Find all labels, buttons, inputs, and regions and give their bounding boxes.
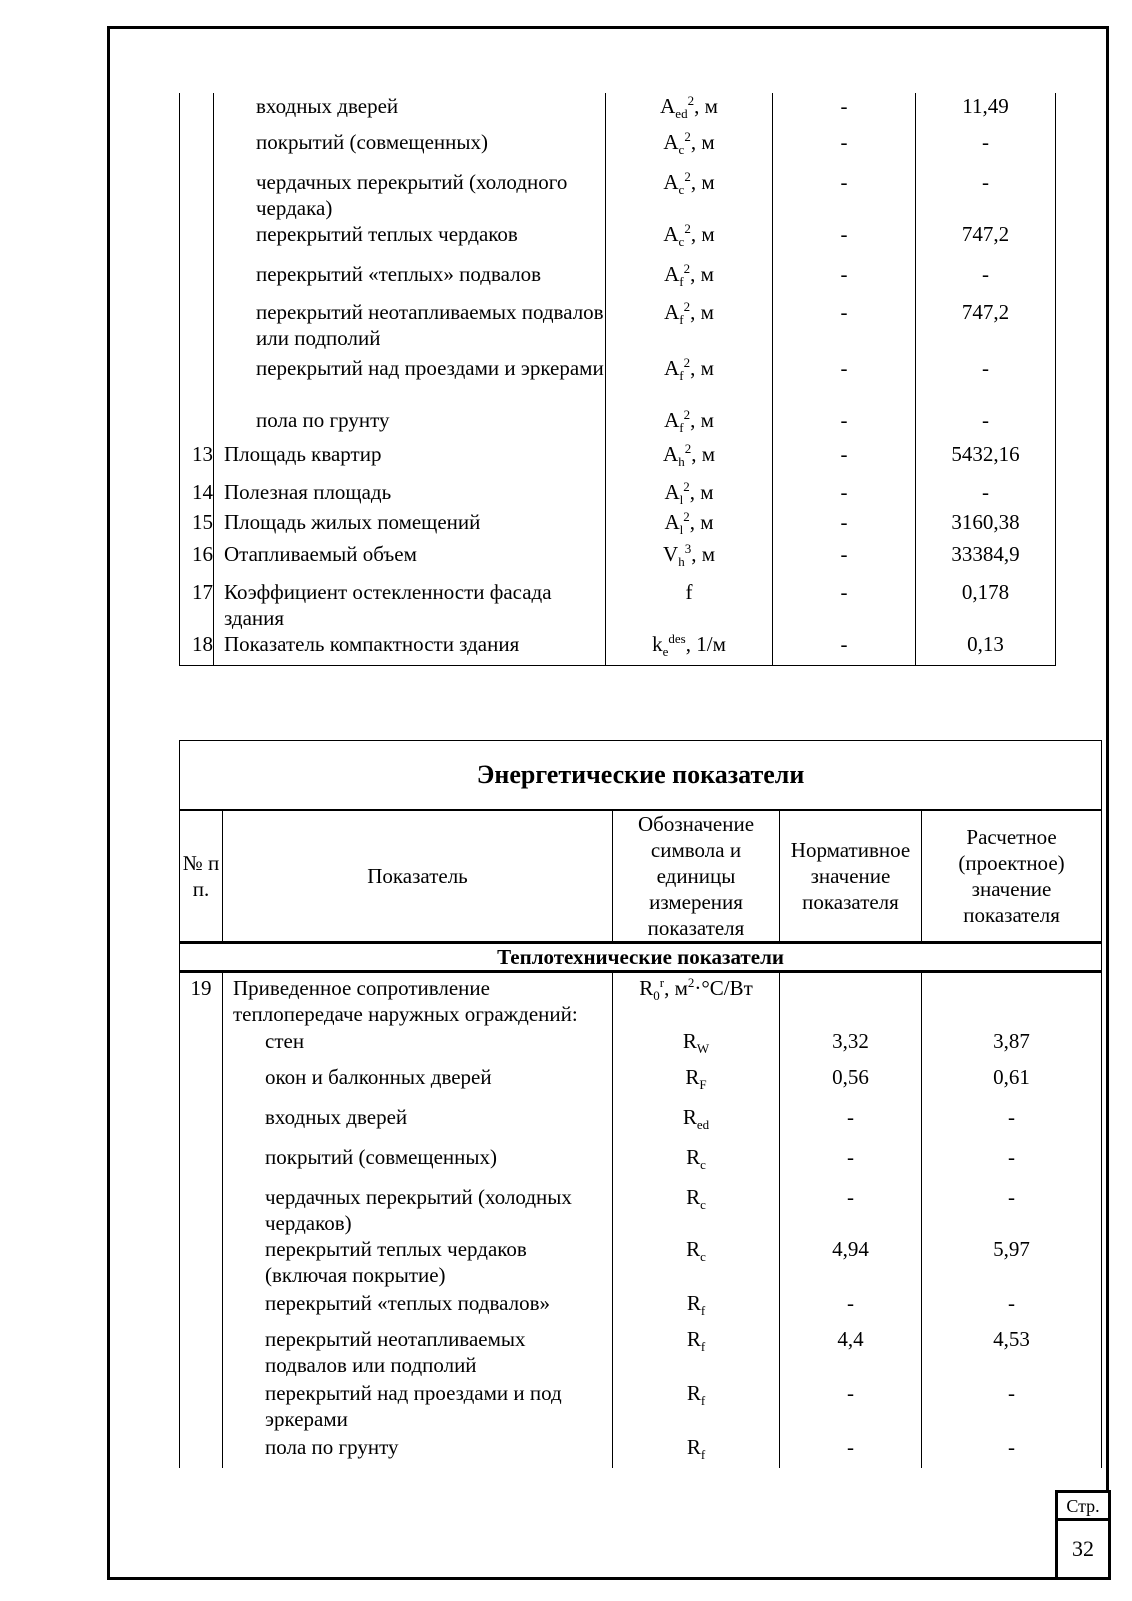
row-normative: - (773, 441, 916, 479)
row-number: 18 (180, 631, 214, 665)
row-indicator: Площадь квартир (214, 441, 606, 479)
section-heading: Теплотехнические показатели (180, 943, 1102, 972)
row-number: 14 (180, 479, 214, 509)
row-calculated: - (922, 1380, 1102, 1434)
table-row (180, 221, 1056, 261)
row-number (180, 1144, 223, 1184)
row-symbol: $R_W$ (613, 1028, 780, 1064)
page-number: 32 (1072, 1536, 1094, 1561)
row-symbol: $A_f^2$, м (606, 299, 773, 355)
row-indicator: стен (223, 1028, 613, 1064)
row-symbol: $R_f$ (613, 1380, 780, 1434)
row-calculated: - (916, 261, 1056, 299)
row-number: 13 (180, 441, 214, 479)
row-calculated: - (922, 1184, 1102, 1236)
row-indicator: перекрытий над проездами и эркерами (214, 355, 606, 407)
row-number: 15 (180, 509, 214, 541)
row-normative: - (773, 631, 916, 665)
row-normative: 4,94 (780, 1236, 922, 1290)
row-number: 16 (180, 541, 214, 579)
row-symbol: $A_l^2$, м (606, 479, 773, 509)
table-row (180, 1326, 1102, 1380)
header-number: № п п. (180, 810, 223, 943)
row-calculated: - (916, 129, 1056, 169)
table-title: Энергетические показатели (180, 741, 1102, 811)
row-indicator: входных дверей (214, 93, 606, 129)
row-indicator: чердачных перекрытий (холодного чердака) (214, 169, 606, 221)
row-indicator: Площадь жилых помещений (214, 509, 606, 541)
table-row (180, 93, 1056, 129)
table-row (180, 1380, 1102, 1434)
table-row (180, 972, 1102, 1028)
row-symbol: $R_c$ (613, 1236, 780, 1290)
table-row (180, 261, 1056, 299)
row-calculated: - (922, 1104, 1102, 1144)
row-calculated: 0,13 (916, 631, 1056, 665)
row-indicator: пола по грунту (214, 407, 606, 441)
row-calculated: 0,61 (922, 1064, 1102, 1104)
table-row (180, 1104, 1102, 1144)
row-normative: 0,56 (780, 1064, 922, 1104)
row-indicator: Приведенное сопротивление теплопередаче наружных ограждений: (223, 972, 613, 1028)
row-number (180, 93, 214, 129)
row-number (180, 299, 214, 355)
header-calculated: Расчетное (проектное) значение показателя (922, 810, 1102, 943)
row-indicator: покрытий (совмещенных) (223, 1144, 613, 1184)
header-symbol: Обозначение символа и единицы измерения показателя (613, 810, 780, 943)
row-calculated: - (916, 169, 1056, 221)
row-normative: - (773, 169, 916, 221)
row-normative: - (773, 93, 916, 129)
table-row (180, 355, 1056, 407)
row-indicator: перекрытий «теплых подвалов» (223, 1290, 613, 1326)
row-calculated: 3,87 (922, 1028, 1102, 1064)
table-row (180, 1236, 1102, 1290)
table-row (180, 541, 1056, 579)
row-normative: - (773, 129, 916, 169)
row-calculated: 747,2 (916, 221, 1056, 261)
row-normative: 3,32 (780, 1028, 922, 1064)
row-indicator: перекрытий «теплых» подвалов (214, 261, 606, 299)
row-indicator: перекрытий теплых чердаков (214, 221, 606, 261)
row-number (180, 407, 214, 441)
row-number (180, 221, 214, 261)
row-indicator: Отапливаемый объем (214, 541, 606, 579)
row-normative: - (773, 355, 916, 407)
row-symbol: $k_e^{des}$, 1/м (606, 631, 773, 665)
row-normative: - (780, 1144, 922, 1184)
row-number (180, 1028, 223, 1064)
row-number (180, 1290, 223, 1326)
row-symbol: $R_c$ (613, 1184, 780, 1236)
row-symbol: $R_0^r$, $м^2\cdot^\circ С/Вт$ (613, 972, 780, 1028)
row-symbol: f (606, 579, 773, 631)
row-number (180, 1184, 223, 1236)
header-indicator: Показатель (223, 810, 613, 943)
page-number-box (1055, 1490, 1111, 1580)
row-symbol: $A_l^2$, м (606, 509, 773, 541)
table-row (180, 169, 1056, 221)
row-normative: - (773, 509, 916, 541)
row-calculated: 0,178 (916, 579, 1056, 631)
row-calculated: 11,49 (916, 93, 1056, 129)
row-normative: - (773, 579, 916, 631)
row-calculated: 747,2 (916, 299, 1056, 355)
row-symbol: $R_f$ (613, 1434, 780, 1468)
row-number (180, 1434, 223, 1468)
row-normative: - (780, 1290, 922, 1326)
row-symbol: $A_h^2$, м (606, 441, 773, 479)
row-calculated (922, 972, 1102, 1028)
row-indicator: Полезная площадь (214, 479, 606, 509)
row-calculated: 5432,16 (916, 441, 1056, 479)
row-number (180, 1326, 223, 1380)
row-symbol: $A_{ed}^2$, м (606, 93, 773, 129)
row-number: 17 (180, 579, 214, 631)
table-row (180, 129, 1056, 169)
row-calculated: - (922, 1290, 1102, 1326)
row-normative: - (773, 261, 916, 299)
row-number (180, 129, 214, 169)
row-normative: - (773, 221, 916, 261)
row-indicator: пола по грунту (223, 1434, 613, 1468)
table-row (180, 1434, 1102, 1468)
row-normative: - (780, 1380, 922, 1434)
row-indicator: Показатель компактности здания (214, 631, 606, 665)
row-number (180, 169, 214, 221)
row-number (180, 261, 214, 299)
table-row (180, 1144, 1102, 1184)
row-normative: - (780, 1104, 922, 1144)
row-symbol: $A_f^2$, м (606, 407, 773, 441)
row-symbol: $V_h^3$, м (606, 541, 773, 579)
row-indicator: окон и балконных дверей (223, 1064, 613, 1104)
header-normative: Нормативное значение показателя (780, 810, 922, 943)
row-normative: - (780, 1434, 922, 1468)
row-indicator: чердачных перекрытий (холодных чердаков) (223, 1184, 613, 1236)
row-normative: - (773, 479, 916, 509)
row-symbol: $R_{ed}$ (613, 1104, 780, 1144)
building-parameters-table (179, 93, 1056, 666)
table-row (180, 1184, 1102, 1236)
row-number (180, 1104, 223, 1144)
row-calculated: - (922, 1144, 1102, 1184)
row-normative: - (773, 299, 916, 355)
row-indicator: Коэффициент остекленности фасада здания (214, 579, 606, 631)
row-symbol: $R_c$ (613, 1144, 780, 1184)
row-symbol: $R_f$ (613, 1326, 780, 1380)
table-row (180, 407, 1056, 441)
row-indicator: перекрытий теплых чердаков (включая покрытие) (223, 1236, 613, 1290)
table-row (180, 1028, 1102, 1064)
row-indicator: входных дверей (223, 1104, 613, 1144)
row-symbol: $A_c^2$, м (606, 169, 773, 221)
row-indicator: перекрытий неотапливаемых подвалов или подполий (214, 299, 606, 355)
row-calculated: 3160,38 (916, 509, 1056, 541)
row-number: 19 (180, 972, 223, 1028)
row-symbol: $A_f^2$, м (606, 355, 773, 407)
page-label: Стр. (1058, 1493, 1108, 1521)
row-symbol: $R_F$ (613, 1064, 780, 1104)
row-normative: - (773, 541, 916, 579)
row-number (180, 1236, 223, 1290)
row-normative: - (773, 407, 916, 441)
row-symbol: $A_c^2$, м (606, 221, 773, 261)
row-indicator: перекрытий над проездами и под эркерами (223, 1380, 613, 1434)
row-symbol: $A_f^2$, м (606, 261, 773, 299)
table-row (180, 1290, 1102, 1326)
row-symbol: $A_c^2$, м (606, 129, 773, 169)
energy-indicators-table (179, 740, 1102, 1468)
row-indicator: покрытий (совмещенных) (214, 129, 606, 169)
row-number (180, 1380, 223, 1434)
row-normative: - (780, 1184, 922, 1236)
row-calculated: - (916, 479, 1056, 509)
row-number (180, 355, 214, 407)
table-row (180, 509, 1056, 541)
row-calculated: - (916, 407, 1056, 441)
row-calculated: 33384,9 (916, 541, 1056, 579)
table-row (180, 579, 1056, 631)
table-row (180, 441, 1056, 479)
row-calculated: - (916, 355, 1056, 407)
row-calculated: 4,53 (922, 1326, 1102, 1380)
table-row (180, 631, 1056, 665)
row-symbol: $R_f$ (613, 1290, 780, 1326)
row-normative (780, 972, 922, 1028)
row-normative: 4,4 (780, 1326, 922, 1380)
table-row (180, 1064, 1102, 1104)
row-indicator: перекрытий неотапливаемых подвалов или подполий (223, 1326, 613, 1380)
table-row (180, 299, 1056, 355)
row-number (180, 1064, 223, 1104)
row-calculated: 5,97 (922, 1236, 1102, 1290)
row-calculated: - (922, 1434, 1102, 1468)
table-row (180, 479, 1056, 509)
